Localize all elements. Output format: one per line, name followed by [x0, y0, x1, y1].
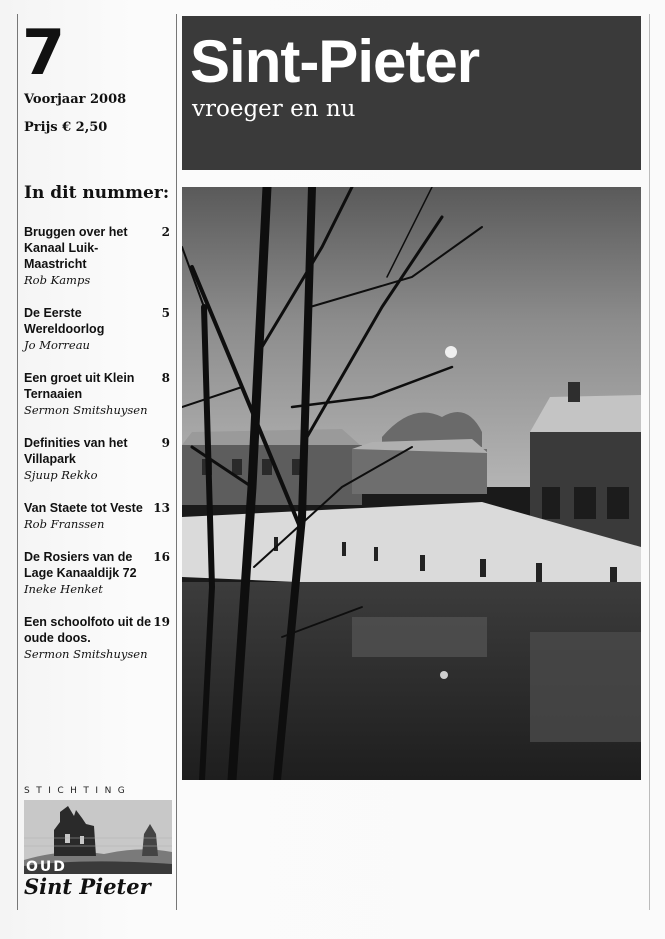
toc-entry-page: 19: [153, 615, 170, 629]
magazine-title: Sint-Pieter: [190, 28, 480, 95]
toc-entry-author: Ineke Henket: [24, 582, 103, 596]
issue-price: Prijs € 2,50: [24, 120, 108, 135]
column-divider: [176, 14, 177, 910]
logo-oud-text: OUD: [26, 859, 67, 875]
table-of-contents: [24, 224, 170, 679]
issue-season: Voorjaar 2008: [24, 92, 127, 107]
winter-canal-photo: [182, 187, 641, 780]
toc-entry-author: Sermon Smitshuysen: [24, 647, 148, 661]
masthead: [182, 16, 641, 170]
toc-entry-page: 5: [161, 306, 170, 320]
toc-entry-author: Sermon Smitshuysen: [24, 403, 148, 417]
foundation-logo: [24, 786, 172, 910]
toc-entry-title: Van Staete tot Veste: [24, 501, 143, 515]
toc-entry-title: Definities van het Villapark: [24, 436, 128, 466]
logo-tagline: STICHTING: [24, 786, 132, 796]
toc-entry-author: Rob Kamps: [24, 273, 91, 287]
toc-entry-page: 16: [153, 550, 170, 564]
toc-entry-title: De Eerste Wereldoorlog: [24, 306, 105, 336]
toc-entry[interactable]: [24, 614, 170, 662]
toc-entry-page: 9: [161, 436, 170, 450]
toc-entry-title: Een groet uit Klein Ternaaien: [24, 371, 135, 401]
toc-entry[interactable]: [24, 435, 170, 483]
magazine-subtitle: vroeger en nu: [192, 96, 356, 122]
toc-entry[interactable]: [24, 549, 170, 597]
left-margin-rule: [17, 14, 18, 910]
toc-entry-title: Een schoolfoto uit de oude doos.: [24, 615, 152, 645]
toc-entry-author: Sjuup Rekko: [24, 468, 98, 482]
issue-number: 7: [22, 16, 64, 89]
toc-entry[interactable]: [24, 370, 170, 418]
toc-entry[interactable]: [24, 224, 170, 288]
toc-entry-title: De Rosiers van de Lage Kanaaldijk 72: [24, 550, 137, 580]
toc-entry[interactable]: [24, 500, 170, 532]
toc-heading: In dit nummer:: [24, 183, 170, 203]
toc-entry[interactable]: [24, 305, 170, 353]
cover-photo: [182, 187, 641, 780]
right-margin-rule: [649, 14, 650, 910]
toc-entry-page: 8: [161, 371, 170, 385]
toc-entry-title: Bruggen over het Kanaal Luik-Maastricht: [24, 225, 128, 271]
toc-entry-author: Jo Morreau: [24, 338, 90, 352]
toc-entry-page: 2: [161, 225, 170, 239]
toc-entry-page: 13: [153, 501, 170, 515]
logo-name: Sint Pieter: [24, 874, 151, 899]
toc-entry-author: Rob Franssen: [24, 517, 105, 531]
